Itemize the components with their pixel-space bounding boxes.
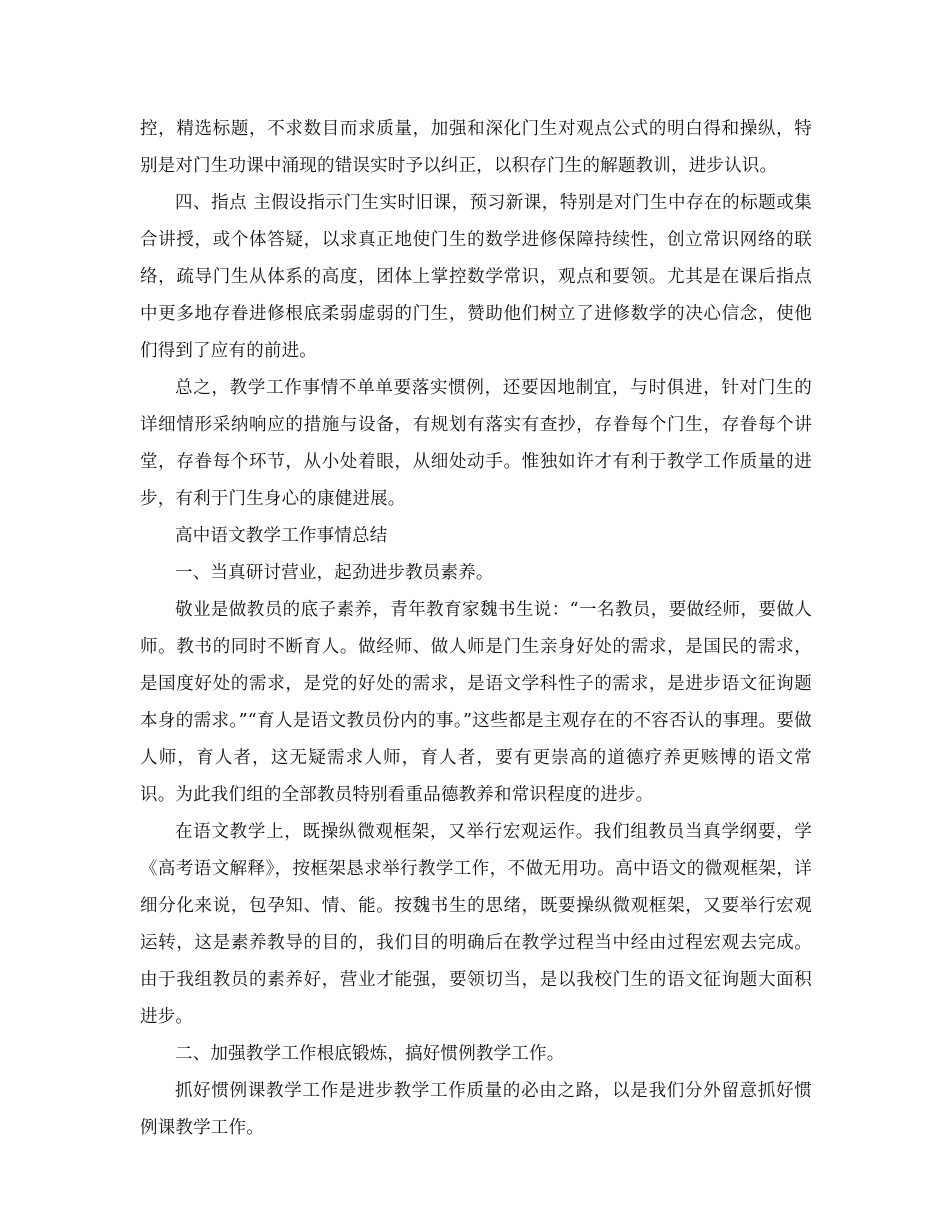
paragraph-4: 敬业是做教员的底子素养，青年教育家魏书生说：“一名教员，要做经师，要做人师。教书的同时不断育人。做经师、做人师是门生亲身好处的需求，是国民的需求，是国度好处的需求，是党的好处的需求，是语文学科性子的需求，是进步语文征询题本身的需求。”“育人是语文教员份内的事。”这些都是主观存在的不容否认的事理。要做人师，育人者，这无疑需求人师，育人者，要有更崇高的道德疗养更赅博的语文常识。为此我们组的全部教员特别看重品德教养和常识程度的进步。: [140, 600, 812, 805]
paragraph-5: 在语文教学上，既操纵微观框架，又举行宏观运作。我们组教员当真学纲要，学《高考语文解释》，按框架恳求举行教学工作，不做无用功。高中语文的微观框架，详细分化来说，包孕知、情、能。按魏书生的思绪，既要操纵微观框架，又要举行宏观运转，这是素养教导的目的，我们目的明确后在教学过程当中经由过程宏观去完成。由于我组教员的素养好，营业才能强，要领切当，是以我校门生的语文征询题大面积进步。: [140, 822, 812, 1027]
paragraph-3: 总之，教学工作事情不单单要落实惯例，还要因地制宜，与时俱进，针对门生的详细情形采纳响应的措施与设备，有规划有落实有查抄，存眷每个门生，存眷每个讲堂，存眷每个环节，从小处着眼，从细处动手。惟独如许才有利于教学工作质量的进步，有利于门生身心的康健进展。: [140, 378, 812, 509]
section-title: 高中语文教学工作事情总结: [175, 526, 388, 546]
paragraph-2: 四、指点 主假设指示门生实时旧课，预习新课，特别是对门生中存在的标题或集合讲授，或个体答疑，以求真正地使门生的数学进修保障持续性，创立常识网络的联络，疏导门生从体系的高度，团体上掌控数学常识，观点和要领。尤其是在课后指点中更多地存眷进修根底柔弱虚弱的门生，赞助他们树立了进修数学的决心信念，使他们得到了应有的前进。: [140, 193, 812, 361]
section-heading-1: 一、当真研讨营业，起劲进步教员素养。: [175, 563, 494, 583]
paragraph-1: 控，精选标题，不求数目而求质量，加强和深化门生对观点公式的明白得和操纵，特别是对门生功课中涌现的错误实时予以纠正，以积存门生的解题教训，进步认识。: [140, 119, 812, 176]
document-body: [140, 111, 812, 1147]
section-heading-2: 二、加强教学工作根底锻炼，搞好惯例教学工作。: [175, 1044, 565, 1064]
paragraph-6: 抓好惯例课教学工作是进步教学工作质量的必由之路，以是我们分外留意抓好惯例课教学工作。: [140, 1081, 812, 1138]
